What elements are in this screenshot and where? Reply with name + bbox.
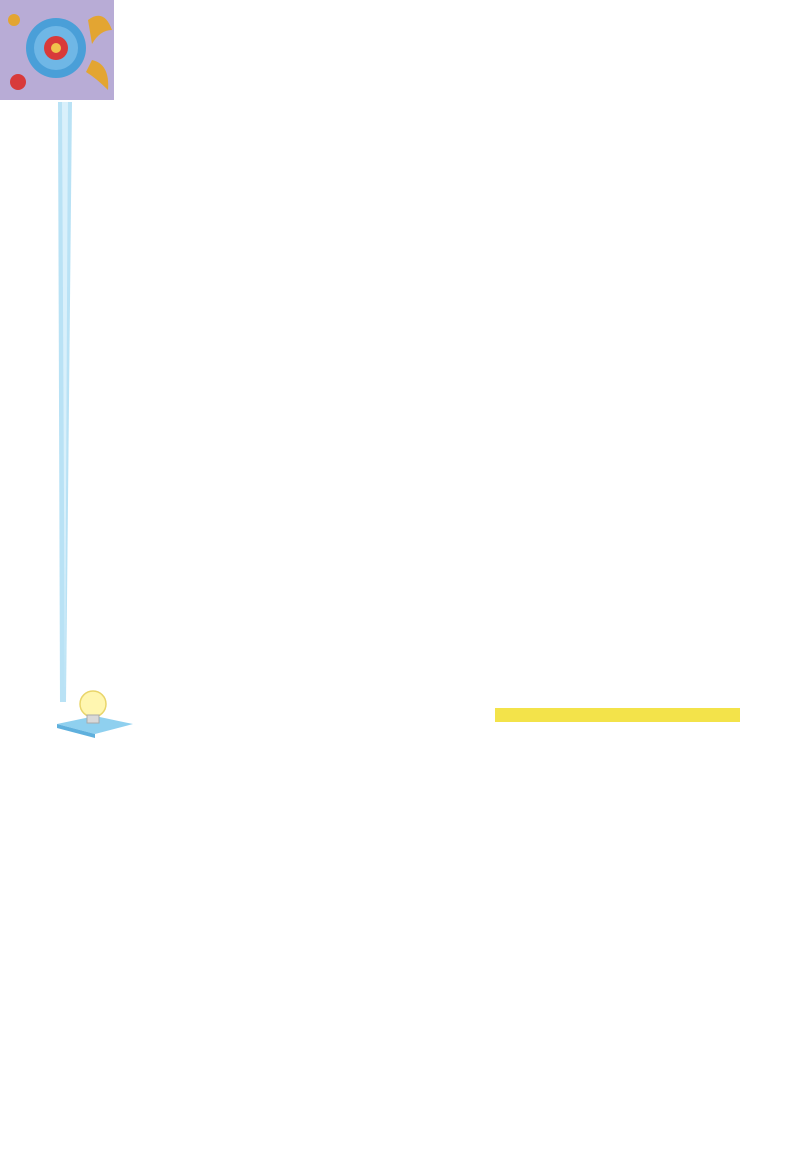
lightbulb-icon [55, 688, 135, 748]
questions-list [118, 745, 743, 747]
flower-ornament-icon [0, 0, 114, 100]
side-ribbon [38, 102, 88, 702]
top-border-ornament [114, 80, 794, 102]
corner-ornament [0, 0, 114, 100]
title-stripe-ornament [495, 708, 740, 722]
left-vertical-ornament [46, 748, 82, 1066]
section-header [55, 688, 745, 748]
